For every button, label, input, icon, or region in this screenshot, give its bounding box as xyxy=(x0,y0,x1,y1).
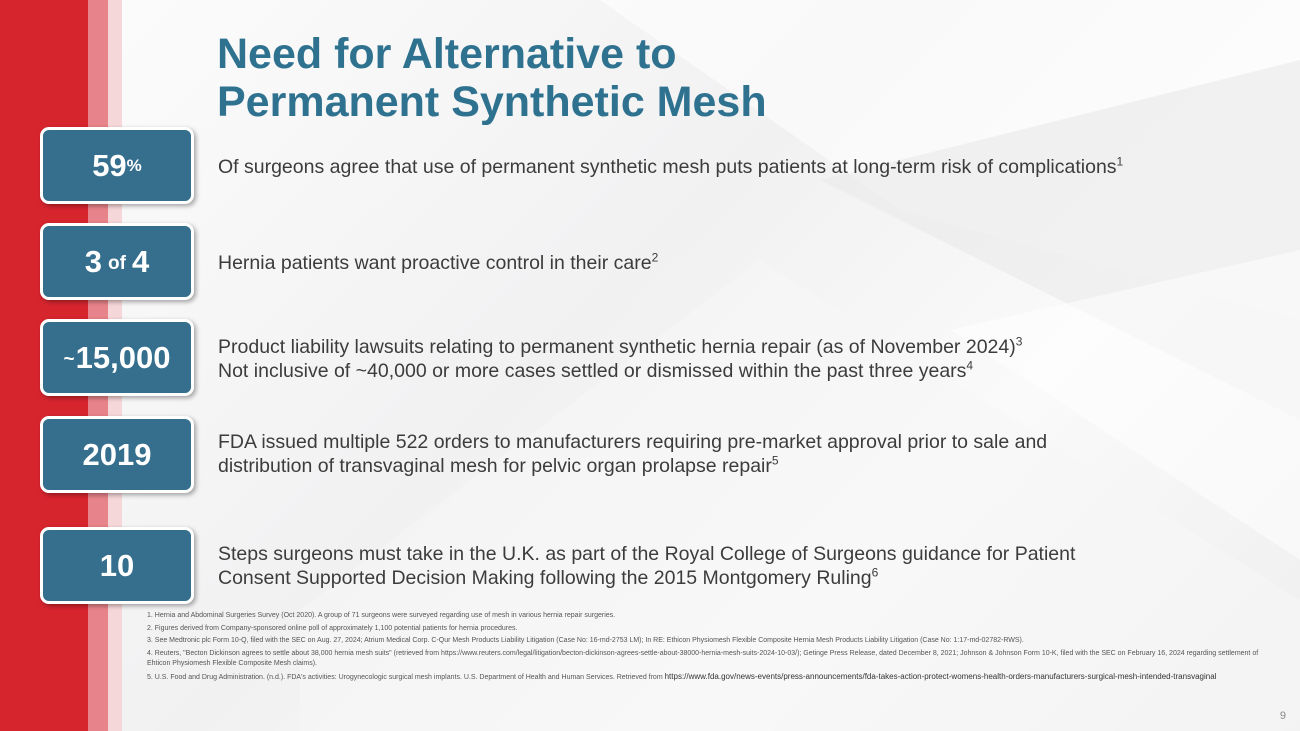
footnote-ref: 3 xyxy=(1015,334,1023,349)
stat-value: 10 xyxy=(99,547,135,583)
stat-badge-year xyxy=(40,416,194,493)
stat-prefix: ~ xyxy=(63,348,75,370)
stat-value: 15,000 xyxy=(75,339,171,375)
footnote-3: 3. See Medtronic plc Form 10-Q, filed with the SEC on Aug. 27, 2024; Atrium Medical Corp. C-Qur Mesh Products Liability Litigation (Case No: 16-md-2753 LM); In RE: Ethicon Physiomesh Flexible Composite Hernia Mesh Products Liability Litigation (Case No: 1:17-md-02782-RWS). xyxy=(147,637,1024,644)
title-line-1: Need for Alternative to xyxy=(217,30,677,78)
stat-description xyxy=(218,542,1075,590)
footnote-ref: 2 xyxy=(651,250,659,265)
stat-description-line: Product liability lawsuits relating to permanent synthetic hernia repair (as of November 2024)$^3$ xyxy=(218,334,1023,358)
page-title xyxy=(217,30,767,126)
stat-unit: % xyxy=(126,155,142,175)
footnotes xyxy=(147,611,1272,685)
footnote-ref: 4 xyxy=(966,358,974,373)
stat-badge-ratio xyxy=(40,223,194,300)
stat-badge-lawsuits xyxy=(40,319,194,396)
stat-description-line: Hernia patients want proactive control in their care$^2$ xyxy=(218,250,659,274)
stat-description xyxy=(218,251,658,275)
footnote-ref: 5 xyxy=(771,453,779,468)
page-number: 9 xyxy=(1279,710,1286,722)
stat-description-line: Consent Supported Decision Making following the 2015 Montgomery Ruling$^6$ xyxy=(218,565,879,589)
stat-description-line: Not inclusive of ~40,000 or more cases settled or dismissed within the past three years$^4$ xyxy=(218,358,974,382)
footnote-2: 2. Figures derived from Company-sponsored online poll of approximately 1,100 potential patients for hernia procedures. xyxy=(147,624,518,632)
stat-badge-percent xyxy=(40,127,194,204)
stat-badge-steps xyxy=(40,527,194,604)
stat-description xyxy=(218,155,1123,179)
stat-description-line: FDA issued multiple 522 orders to manufacturers requiring pre-market approval prior to sale and xyxy=(218,431,1048,453)
footnote-ref: 6 xyxy=(871,565,879,580)
stat-description-line: distribution of transvaginal mesh for pelvic organ prolapse repair$^5$ xyxy=(218,453,779,477)
stat-value: 4 xyxy=(131,243,150,279)
stat-description-line: Steps surgeons must take in the U.K. as part of the Royal College of Surgeons guidance for Patient xyxy=(218,543,1076,565)
stat-connector: of xyxy=(108,252,126,274)
stat-description xyxy=(218,430,1047,478)
footnote-4: 4. Reuters, "Becton Dickinson agrees to settle about 38,000 hernia mesh suits" (retrieved from https://www.reuters.com/legal/litigation/becton-dickinson-agrees-settle-about-38000-hernia-mesh-suits-2024-10-03/); Getinge Press Release, dated December 8, 2021; Johnson & Johnson Form 10-K, filed with the SEC on February 16, 2024 regarding settlement of Ehticon Physiomesh Flexible Composite Mesh claims). xyxy=(147,649,1259,667)
stat-value: 59 xyxy=(92,147,127,183)
stat-description-line: Of surgeons agree that use of permanent synthetic mesh puts patients at long-term risk of complications$^1$ xyxy=(218,154,1124,178)
footnote-5: 5. U.S. Food and Drug Administration. (n.d.). FDA's activities: Urogynecologic surgical mesh implants. U.S. Department of Health and Human Services. Retrieved from https://www.fda.gov/news-events/press-announcements/fda-takes-action-protect-womens-health-orders-manufacturers-surgical-mesh-intended-transvaginal xyxy=(147,671,1217,681)
footnote-5-url[interactable]: https://www.fda.gov/news-events/press-announcements/fda-takes-action-protect-womens-health-orders-manufacturers-surgical-mesh-intended-transvaginal xyxy=(664,671,1217,681)
footnote-1: 1. Hernia and Abdominal Surgeries Survey (Oct 2020). A group of 71 surgeons were surveyed regarding use of mesh in various hernia repair surgeries. xyxy=(147,612,616,619)
stat-value: 2019 xyxy=(82,436,152,472)
title-line-2: Permanent Synthetic Mesh xyxy=(217,78,767,126)
stat-value: 3 xyxy=(84,243,103,279)
stat-description xyxy=(218,335,1022,383)
footnote-ref: 1 xyxy=(1116,154,1124,169)
